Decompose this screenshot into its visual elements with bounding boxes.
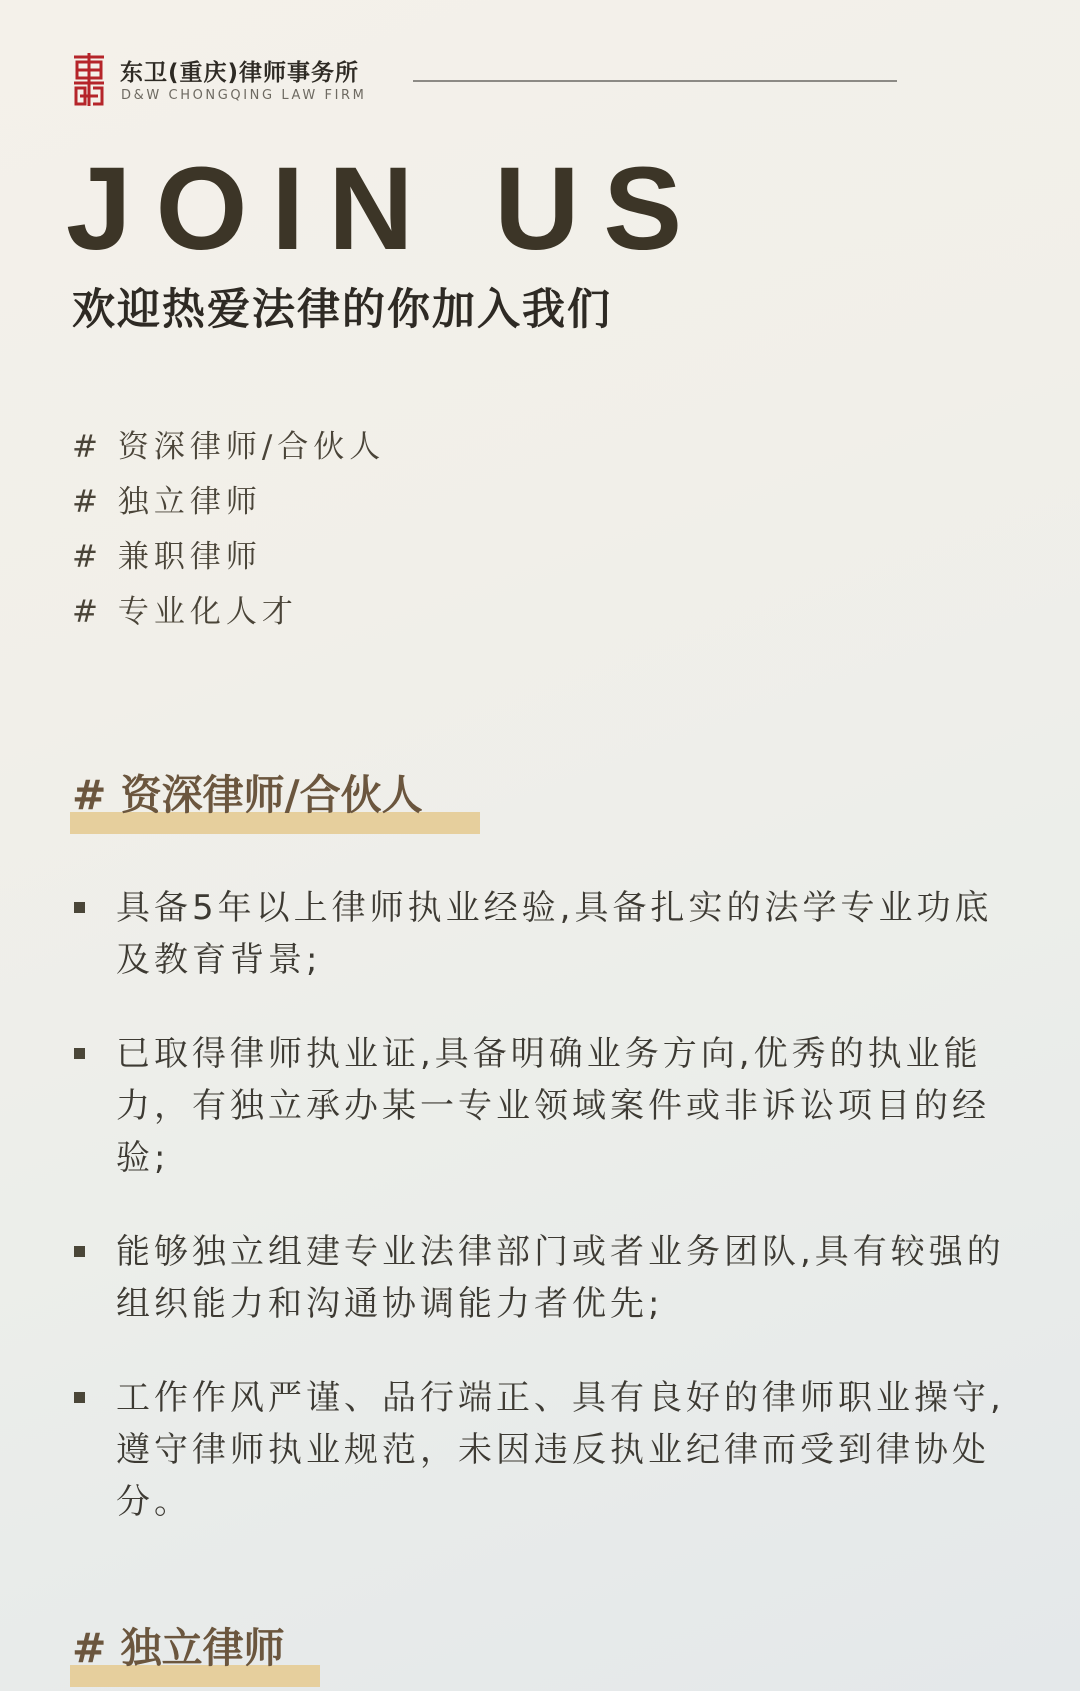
position-tag: # 专业化人才 [72,594,298,630]
position-tag-list [72,420,385,640]
position-tag: # 兼职律师 [72,539,262,575]
square-bullet-icon [74,1246,85,1257]
requirement-text: 具备5年以上律师执业经验,具备扎实的法学专业功底及教育背景; [116,888,993,980]
position-tag: # 资深律师/合伙人 [72,429,386,465]
firm-name-cn: 东卫(重庆)律师事务所 [120,60,360,86]
position-tag: # 独立律师 [72,484,262,520]
requirement-item [74,1028,1014,1184]
square-bullet-icon [74,1392,85,1403]
requirement-text: 已取得律师执业证,具备明确业务方向,优秀的执业能力，有独立承办某一专业领域案件或非诉讼项目的经验; [116,1034,990,1178]
page-subtitle: 欢迎热爱法律的你加入我们 [72,285,612,335]
requirement-item [74,1226,1014,1330]
square-bullet-icon [74,1048,85,1059]
requirement-item [74,1372,1014,1528]
seal-logo-icon [72,52,106,108]
firm-name-en: D&W CHONGQING LAW FIRM [121,88,367,103]
requirement-item [74,882,1014,986]
requirement-text: 工作作风严谨、品行端正、具有良好的律师职业操守,遵守律师执业规范，未因违反执业纪律而受到律协处分。 [116,1378,1005,1522]
requirement-text: 能够独立组建专业法律部门或者业务团队,具有较强的组织能力和沟通协调能力者优先; [116,1232,1005,1324]
page-title: JOIN US [66,143,707,275]
header-divider [413,80,897,82]
section-title-independent-lawyer: # 独立律师 [72,1624,285,1672]
square-bullet-icon [74,902,85,913]
requirement-list [74,882,1014,1570]
section-title-senior-lawyer: # 资深律师/合伙人 [72,771,423,819]
